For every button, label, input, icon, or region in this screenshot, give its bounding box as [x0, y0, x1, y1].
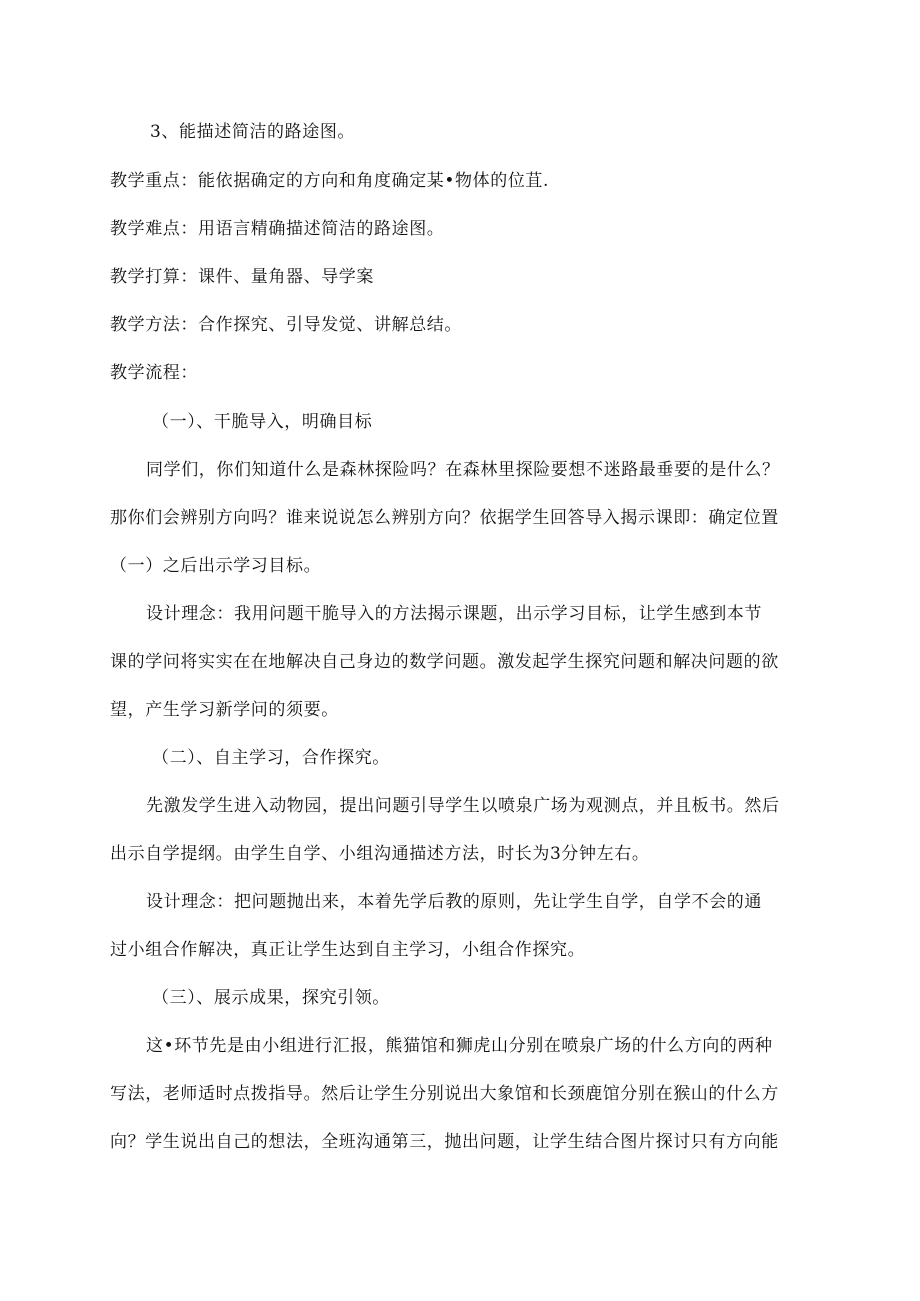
section-3-paragraph-line: 这•环节先是由小组进行汇报，熊猫馆和狮虎山分别在喷泉广场的什么方向的两种 — [146, 1036, 773, 1056]
objective-3: 3、能描述简洁的路途图。 — [150, 122, 356, 142]
section-3-paragraph-line: 写法，老师适时点拨指导。然后让学生分别说出大象馆和长颈鹿馆分别在猴山的什么方 — [110, 1084, 779, 1104]
section-1-heading: （一）、干脆导入，明确目标 — [152, 412, 373, 432]
section-1-paragraph-line: 同学们，你们知道什么是森林探险吗？在森林里探险要想不迷路最垂要的是什么？ — [146, 460, 780, 480]
section-1-design-line: 设计理念：我用问题干脆导入的方法揭示课题，出示学习目标，让学生感到本节 — [146, 604, 762, 624]
section-2-paragraph-line: 出示自学提纲。由学生自学、小组沟通描述方法，时长为3分钟左右。 — [110, 844, 650, 864]
teaching-preparation: 教学打算：课件、量角器、导学案 — [110, 267, 374, 287]
key-point: 教学重点：能依据确定的方向和角度确定某•物体的位苴. — [110, 171, 550, 191]
section-1-design-line: 望，产生学习新学问的须要。 — [110, 700, 339, 720]
process-heading: 教学流程： — [110, 363, 198, 383]
section-2-paragraph-line: 先激发学生进入动物园，提出问题引导学生以喷泉广场为观测点，并且板书。然后 — [146, 796, 780, 816]
section-2-design-line: 过小组合作解决，真正让学生达到自主学习，小组合作探究。 — [110, 940, 586, 960]
section-1-paragraph-line: （一）之后出示学习目标。 — [110, 556, 322, 576]
difficult-point: 教学难点：用语言精确描述简洁的路途图。 — [110, 219, 445, 239]
section-1-design-line: 课的学问将实实在在地解决自己身边的数学问题。激发起学生探究问题和解决问题的欲 — [110, 652, 779, 672]
teaching-methods: 教学方法：合作探究、引导发觉、讲解总结。 — [110, 315, 462, 335]
section-3-paragraph-line: 向？学生说出自己的想法，全班沟通第三，抛出问题，让学生结合图片探讨只有方向能 — [110, 1132, 779, 1152]
section-3-heading: （三）、展示成果，探究引领。 — [152, 988, 390, 1008]
section-2-design-line: 设计理念：把问题抛出来，本着先学后教的原则，先让学生自学，自学不会的通 — [146, 892, 762, 912]
section-2-heading: （二）、自主学习，合作探究。 — [152, 748, 390, 768]
section-1-paragraph-line: 那你们会辨别方向吗？谁来说说怎么辨别方向？依据学生回答导入揭示课即：确定位置 — [110, 508, 779, 528]
